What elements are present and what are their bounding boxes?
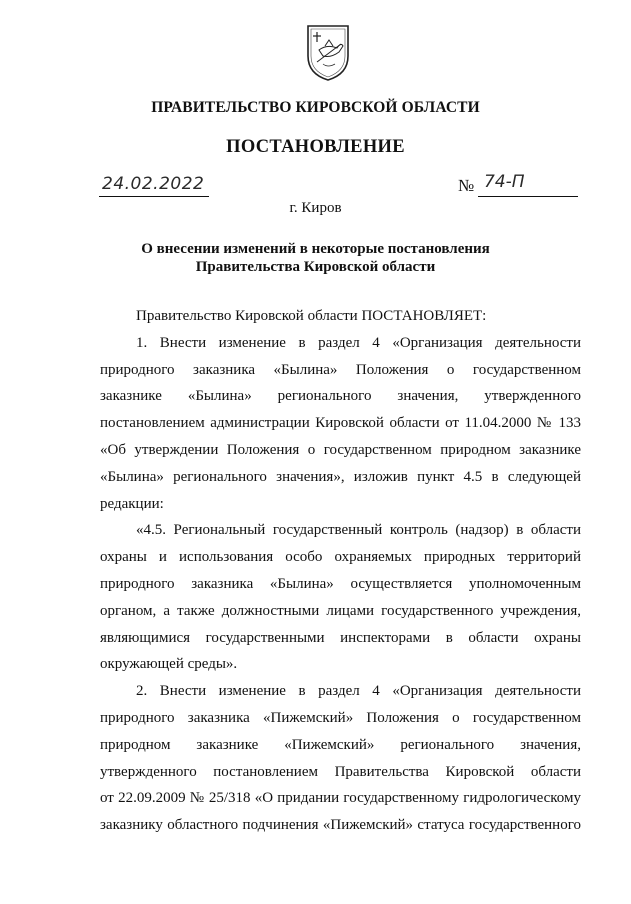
body-line: утвержденного постановлением Правительства Кировской области — [100, 763, 581, 780]
subject-line-2: Правительства Кировской области — [195, 259, 436, 275]
document-number: 74-П — [484, 172, 525, 192]
kirov-oblast-coat-of-arms-icon — [303, 22, 353, 82]
body-line: 1. Внести изменение в раздел 4 «Организация деятельности — [136, 334, 581, 351]
body-lead: Правительство Кировской области ПОСТАНОВЛЯЕТ: — [136, 308, 487, 324]
body-line: являющимися государственными инспекторами в области охраны — [100, 629, 581, 646]
body-line: постановлением администрации Кировской области от 11.04.2000 № 133 — [100, 415, 581, 432]
body-line: органом, а также должностными лицами государственного учреждения, — [100, 602, 581, 619]
body-line: «4.5. Региональный государственный контроль (надзор) в области — [136, 522, 581, 539]
body-line: заказнике «Былина» регионального значения, утвержденного — [100, 388, 581, 405]
body-line: природного заказника «Пижемский» Положения о государственном — [100, 709, 581, 726]
body-line: заказнику областного подчинения «Пижемский» статуса государственного — [100, 817, 581, 834]
body-line: от 22.09.2009 № 25/318 «О придании государственному гидрологическому — [100, 790, 581, 807]
body-line: окружающей среды». — [100, 656, 238, 673]
document-type-title: ПОСТАНОВЛЕНИЕ — [226, 137, 405, 157]
document-date: 24.02.2022 — [102, 174, 205, 194]
city-line: г. Киров — [289, 200, 342, 216]
government-title: ПРАВИТЕЛЬСТВО КИРОВСКОЙ ОБЛАСТИ — [151, 99, 480, 116]
body-line: природного заказника «Былина» Положения о государственном — [100, 361, 581, 378]
body-line: «Об утверждении Положения о государственном природном заказнике — [100, 441, 581, 458]
body-line: охраны и использования особо охраняемых природных территорий — [100, 549, 581, 566]
document-subject — [0, 240, 631, 276]
number-sign: № — [458, 176, 475, 195]
body-line: природного заказника «Былина» осуществляется уполномоченным — [100, 575, 581, 592]
body-line: «Былина» регионального значения», изложив пункт 4.5 в следующей — [100, 468, 581, 485]
subject-line-1: О внесении изменений в некоторые постановления — [141, 241, 490, 257]
document-body — [100, 303, 581, 839]
body-line: природном заказнике «Пижемский» регионального значения, — [100, 736, 581, 753]
body-line: редакции: — [100, 495, 164, 512]
body-line: 2. Внести изменение в раздел 4 «Организация деятельности — [136, 683, 581, 700]
